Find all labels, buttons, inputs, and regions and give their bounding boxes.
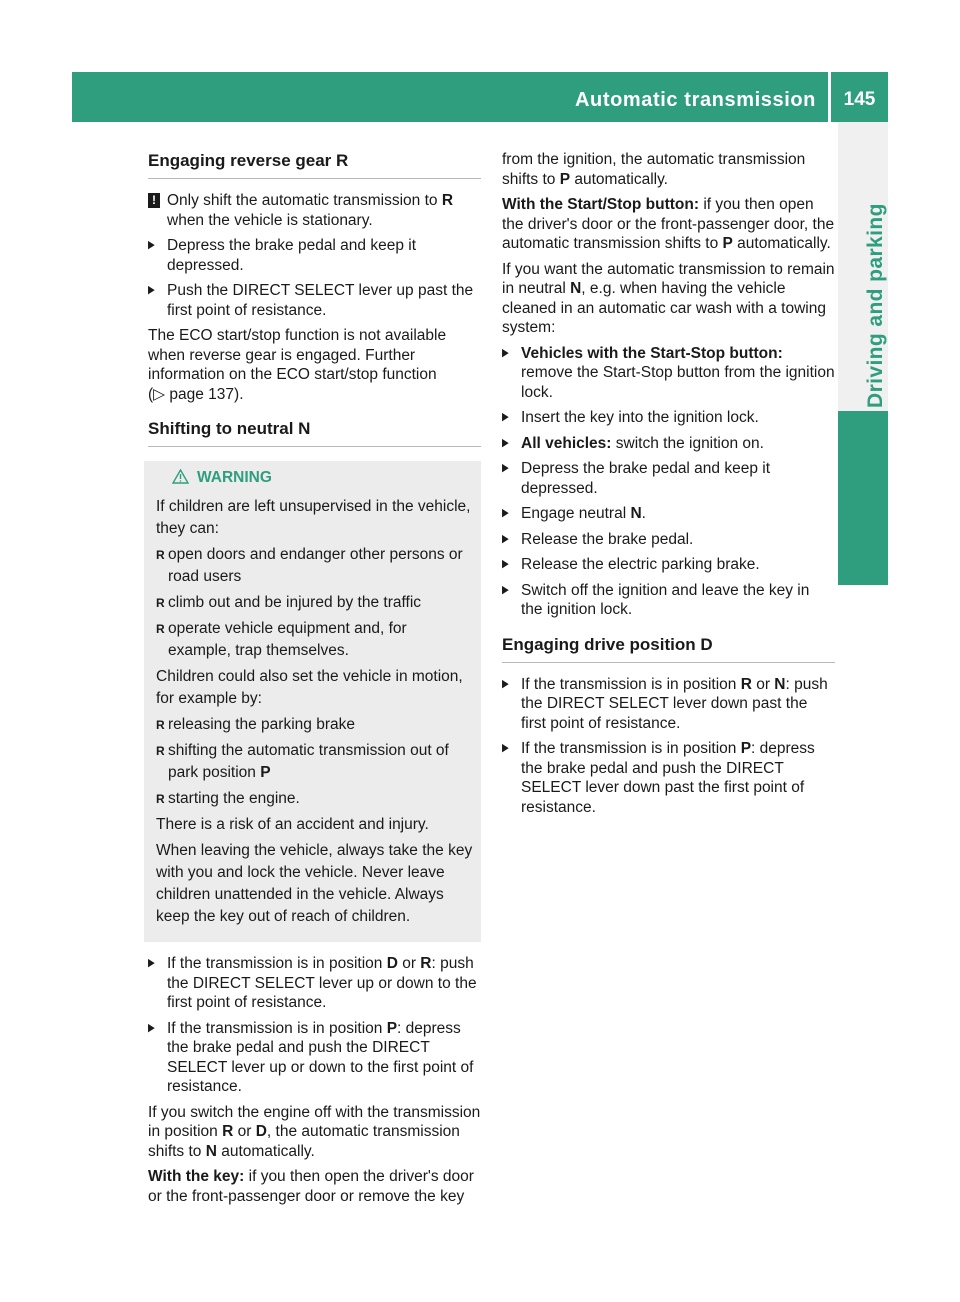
chapter-marker [838, 411, 888, 585]
step-item: ▶ Push the DIRECT SELECT lever up past the first point of resistance. [148, 281, 481, 320]
step-item: ▶ Switch off the ignition and leave the key in the ignition lock. [502, 581, 835, 620]
bullet-item: R starting the engine. [156, 788, 473, 810]
heading-neutral: Shifting to neutral N [148, 418, 481, 447]
bullet-item: R climb out and be injured by the traffic [156, 592, 473, 614]
step-item: ▶ If the transmission is in position D or R: push the DIRECT SELECT lever up or down to the first point of resistance. [148, 954, 481, 1013]
step-item: ▶ Insert the key into the ignition lock. [502, 408, 835, 428]
page-reference: (▷ page 137). [148, 385, 244, 403]
bullet-item: R releasing the parking brake [156, 714, 473, 736]
step-item: ▶ Release the brake pedal. [502, 530, 835, 550]
paragraph: With the Start/Stop button: if you then open the driver's door or the front-passenger door, the automatic transmission shifts to P automatically. [502, 196, 835, 252]
chapter-label: Driving and parking [864, 203, 887, 408]
paragraph: With the key: if you then open the driver's door or the front-passenger door or remove the key [148, 1168, 474, 1205]
heading-drive: Engaging drive position D [502, 634, 835, 663]
warning-box: WARNING If children are left unsupervised in the vehicle, they can: R open doors and endanger other persons or road users R climb out and be injured by the traffic R operate vehicle equipment and, for example, trap themselves. Children could also set the vehicle in motion, for example by: R releasing the parking brake R shifting the automatic transmission out of park position P R starting the engine. There is a risk of an accident and injury. When leaving the vehicle, always take the key with you and lock the vehicle. Never leave children unattended in the vehicle. Always keep the key out of reach of children. [144, 461, 481, 942]
paragraph: from the ignition, the automatic transmission shifts to P automatically. [502, 151, 806, 188]
step-item: ▶ If the transmission is in position P: depress the brake pedal and push the DIRECT SELECT lever down past the first point of resistance. [502, 739, 835, 817]
left-column [148, 150, 481, 1212]
step-item: ▶ All vehicles: switch the ignition on. [502, 434, 835, 454]
note-item: ! Only shift the automatic transmission to R when the vehicle is stationary. [148, 191, 481, 230]
paragraph: If you want the automatic transmission to remain in neutral N, e.g. when having the vehicle cleaned in an automatic car wash with a towing system: [502, 260, 835, 336]
eco-paragraph: The ECO start/stop function is not available when reverse gear is engaged. Further information on the ECO start/stop function (▷ page 137). [148, 327, 447, 403]
right-column [502, 150, 835, 823]
step-item: ▶ Release the electric parking brake. [502, 555, 835, 575]
exclamation-icon: ! [148, 193, 160, 208]
header-bar [72, 72, 888, 122]
warning-heading: WARNING [156, 467, 473, 491]
step-item: ▶ Vehicles with the Start-Stop button: remove the Start-Stop button from the ignition lock. [502, 344, 835, 403]
step-item: ▶ Depress the brake pedal and keep it depressed. [502, 459, 835, 498]
bullet-item: R shifting the automatic transmission out of park position P [156, 740, 473, 784]
bullet-item: R open doors and endanger other persons or road users [156, 544, 473, 588]
warning-triangle-icon [172, 469, 189, 491]
step-item: ▶ If the transmission is in position P: depress the brake pedal and push the DIRECT SELECT lever up or down to the first point of resistance. [148, 1019, 481, 1097]
step-item: ▶ Engage neutral N. [502, 504, 835, 524]
paragraph: If you switch the engine off with the transmission in position R or D, the automatic transmission shifts to N automatically. [148, 1103, 481, 1160]
heading-reverse-gear: Engaging reverse gear R [148, 150, 481, 179]
page-number: 145 [843, 89, 876, 110]
section-title: Automatic transmission [574, 89, 816, 111]
step-item: ▶ Depress the brake pedal and keep it depressed. [148, 236, 481, 275]
bullet-item: R operate vehicle equipment and, for example, trap themselves. [156, 618, 473, 662]
step-item: ▶ If the transmission is in position R or N: push the DIRECT SELECT lever down past the first point of resistance. [502, 675, 835, 734]
